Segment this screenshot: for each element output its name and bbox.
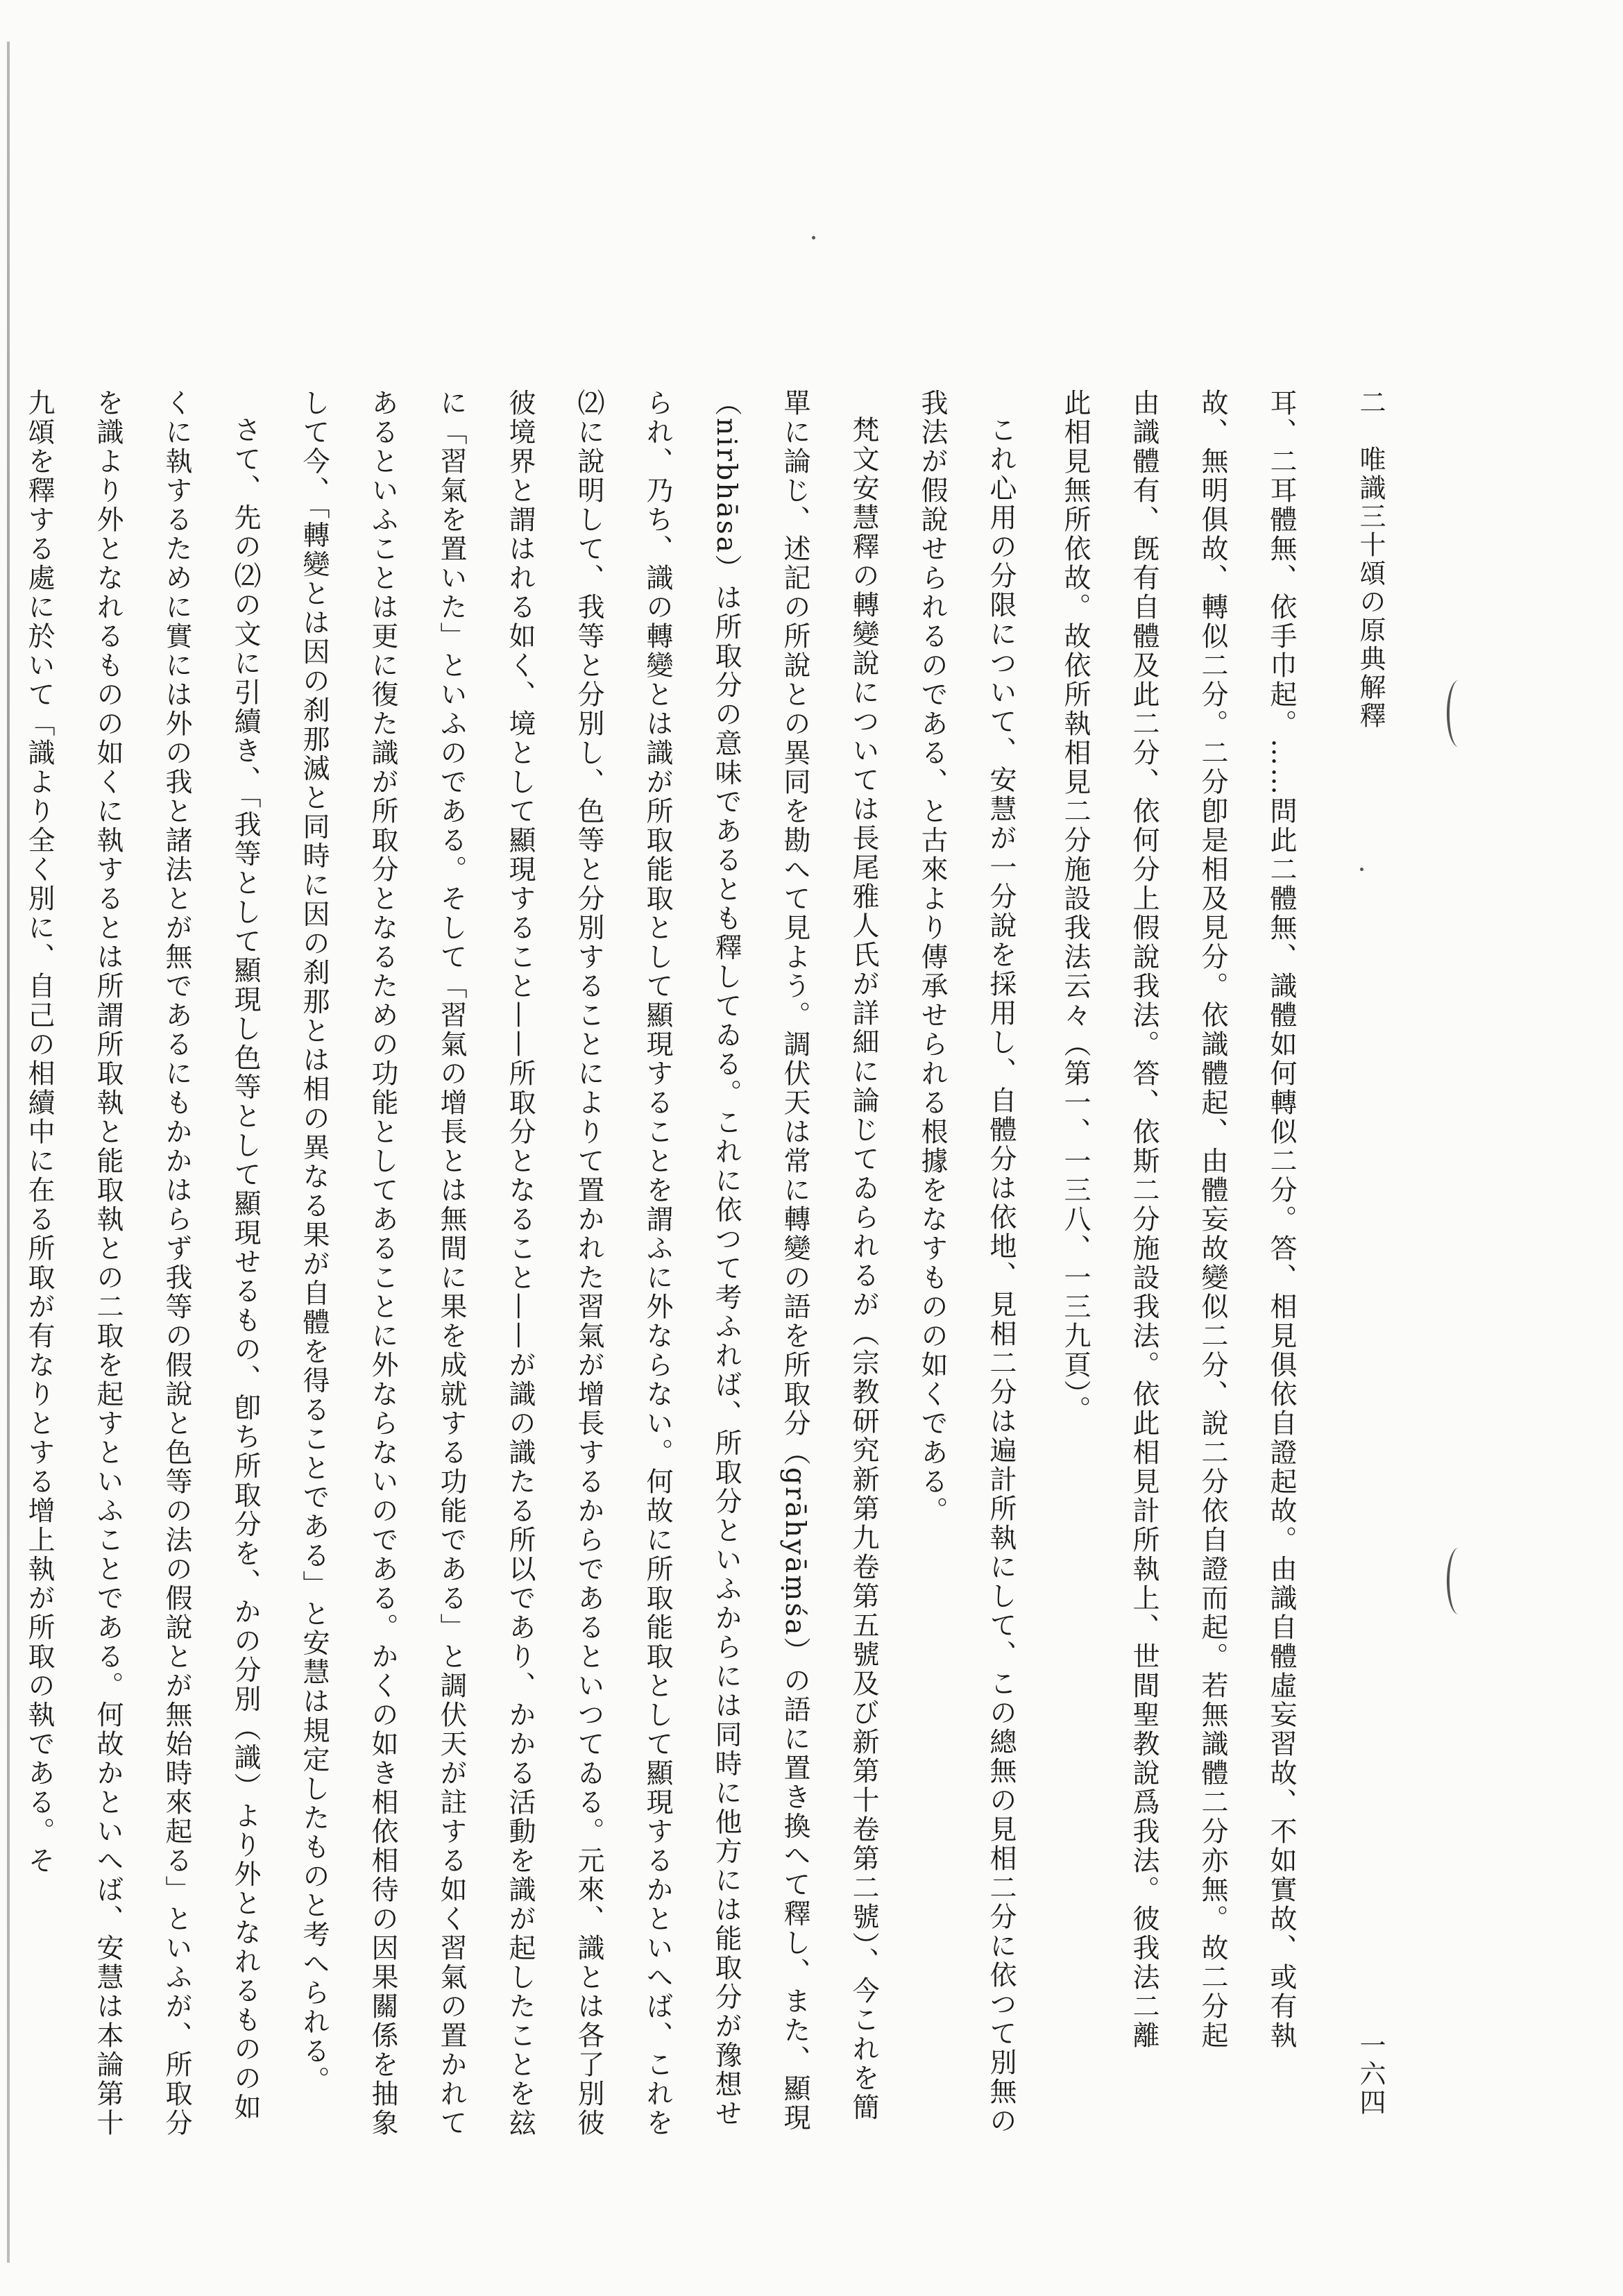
quote-line: 耳、二耳體無、依手巾起。……問此二體無、識體如何轉似二分。答、相見俱依自證起故。由識自體虛妄習故、不如實故、或有執 bbox=[1266, 389, 1297, 2050]
running-title: 二 唯識三十頌の原典解釋 bbox=[1355, 389, 1386, 730]
vertical-text-page bbox=[24, 389, 1409, 2138]
quote-line: 故、無明俱故、轉似二分。二分卽是相及見分。依識體起、由體妄故變似二分、說二分依自證而起。若無識體二分亦無。故二分起 bbox=[1197, 389, 1228, 2050]
running-header bbox=[1332, 389, 1409, 2138]
quote-line: 此相見無所依故。故依所執相見二分施設我法云々（第一、一三八、一三九頁）。 bbox=[1060, 389, 1091, 1425]
margin-bracket-mark bbox=[1447, 1548, 1470, 1614]
page-number: 一六四 bbox=[1355, 2032, 1386, 2117]
speck bbox=[812, 236, 815, 239]
body-paragraph: 梵文安慧釋の轉變說については長尾雅人氏が詳細に論じてゐられるが（宗教研究新第九卷第五號及び新第十卷第二號）、今これを簡單に論じ、述記の所說との異同を勘へて見よう。調伏天は常に轉變の語を所取分（grāhyāṃśa）の語に置き換へて釋し、また、顯現（nirbhāsa）は所取分の意味であるとも釋してゐる。これに依つて考ふれば、所取分といふからには同時に他方には能取分が豫想せられ、乃ち、識の轉變とは識が所取能取として顯現することを謂ふに外ならない。何故に所取能取として顯現するかといへば、これを⑵に說明して、我等と分別し、色等と分別することによりて置かれた習氣が增長するからであるといつてゐる。元來、識とは各了別彼彼境界と謂はれる如く、境として顯現すること——所取分となること——が識の識たる所以であり、かかる活動を識が起したことを玆に「習氣を置いた」といふのである。そして「習氣の增長とは無間に果を成就する功能である」と調伏天が註する如く習氣の置かれてあるといふことは更に復た識が所取分となるための功能としてあることに外ならないのである。かくの如き相依相待の因果關係を抽象して今、「轉變とは因の刹那滅と同時に因の刹那とは相の異なる果が自體を得ることである」と安慧は規定したものと考へられる。 bbox=[298, 389, 879, 2138]
body-paragraph: これ心用の分限について、安慧が一分說を採用し、自體分は依地、見相二分は遍計所執にして、この總無の見相二分に依つて別無の我法が假說せられるのである、と古來より傳承せられる根據をなすものの如くである。 bbox=[917, 389, 1017, 2136]
classical-quotation bbox=[1041, 389, 1316, 2138]
body-paragraph: さて、先の⑵の文に引續き、「我等として顯現し色等として顯現せるもの、卽ち所取分を、かの分別（識）より外となれるものの如くに執するために實には外の我と諸法とが無であるにもかかはらず我等の假說と色等の法の假說とが無始時來起る」といふが、所取分を識より外となれるものの如くに執するとは所謂所取執と能取執との二取を起すといふことである。何故かといへば、安慧は本論第十九頌を釋する處に於いて「識より全く別に、自己の相續中に在る所取が有なりとする增上執が所取の執である。そ bbox=[24, 389, 261, 2138]
margin-bracket-mark bbox=[1447, 680, 1470, 747]
quote-line: 由識體有、旣有自體及此二分、依何分上假說我法。答、依斯二分施設我法。依此相見計所執上、世間聖教說爲我法。彼我法二離 bbox=[1128, 389, 1159, 2050]
